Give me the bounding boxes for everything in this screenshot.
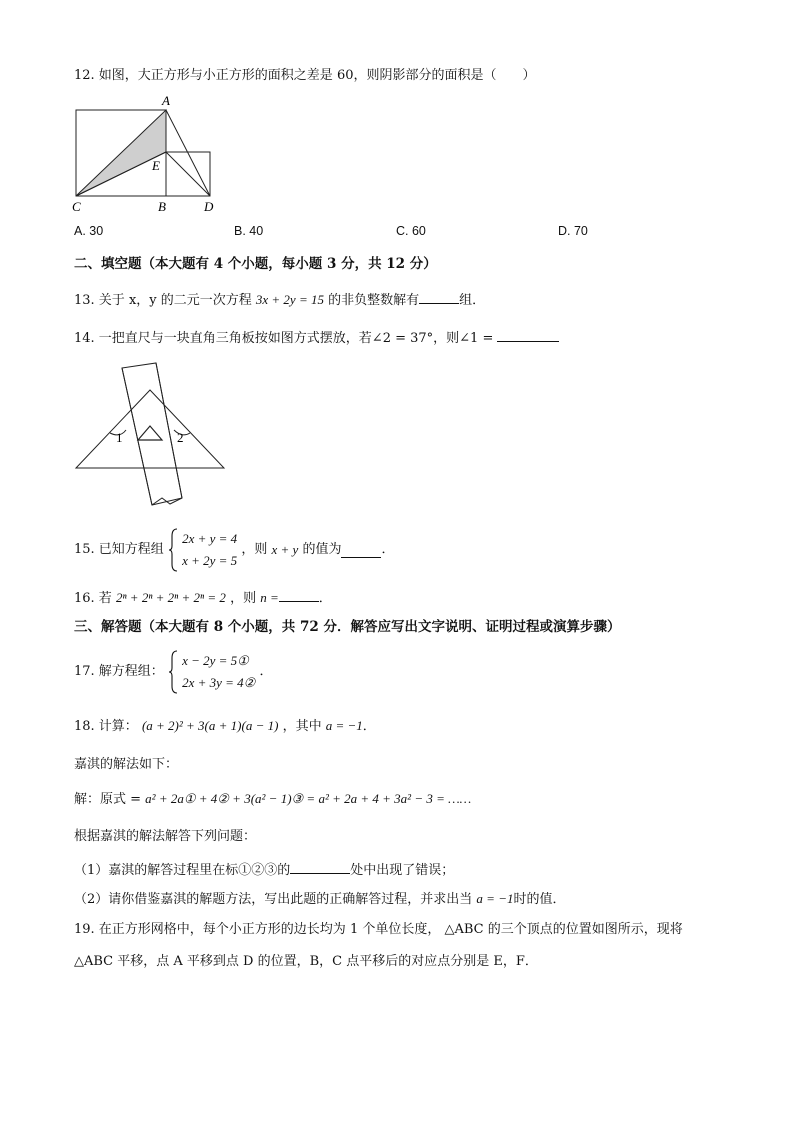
q18-expr: (a + 2)² + 3(a + 1)(a − 1) <box>141 718 279 733</box>
label-d: D <box>204 199 214 214</box>
q18-p1-prefix: （1）嘉淇的解答过程里在标①②③的 <box>74 863 291 878</box>
q18-p1-blank[interactable] <box>290 859 350 874</box>
q14-answer-blank[interactable] <box>497 327 559 342</box>
label-e: E <box>152 158 160 173</box>
q18-mid: ，其中 <box>282 719 322 734</box>
q18-part2 <box>74 889 565 910</box>
q18-cond: a = −1 <box>325 718 363 733</box>
q18-part1 <box>74 859 454 881</box>
q18-solution <box>74 789 471 810</box>
q18-intro: 嘉淇的解法如下： <box>74 757 179 772</box>
q18-prefix: 18. 计算： <box>74 719 138 734</box>
q13-prefix: 13. 关于 x，y 的二元一次方程 <box>74 293 252 308</box>
q17-prefix: 17. 解方程组： <box>74 664 164 679</box>
q13-end: 组． <box>459 293 486 308</box>
option-b[interactable]: B. 40 <box>234 224 264 238</box>
q18 <box>74 716 376 737</box>
q15-answer-blank[interactable] <box>341 543 381 558</box>
q18-end: ． <box>362 719 376 734</box>
option-a[interactable]: A. 30 <box>74 224 104 238</box>
q16-var: n = <box>260 590 279 605</box>
label-c: C <box>72 199 81 214</box>
q12-figure <box>66 90 226 220</box>
option-c[interactable]: C. 60 <box>396 224 426 238</box>
q18-p2-suffix: 时的值． <box>513 892 566 907</box>
label-a: A <box>162 93 170 108</box>
angle-label-1: 1 <box>116 430 123 445</box>
q16-end: ． <box>318 591 332 606</box>
ruler <box>122 363 182 505</box>
section2-heading: 二、填空题（本大题有 4 个小题，每小题 3 分，共 12 分） <box>74 256 437 272</box>
option-d[interactable]: D. 70 <box>558 224 588 238</box>
q16-mid: ，则 <box>230 591 257 606</box>
q17-eq2: 2x + 3y = 4② <box>182 675 256 690</box>
q19-line2: △ABC 平移，点 A 平移到点 D 的位置，B，C 点平移后的对应点分别是 E，F． <box>74 954 538 969</box>
q18-solution-label: 解：原式 = <box>74 792 142 807</box>
q15-expr: x + y <box>271 542 299 557</box>
q15-eq1: 2x + y = 4 <box>182 531 238 546</box>
q13-answer-blank[interactable] <box>419 289 459 304</box>
angle-label-2: 2 <box>177 430 184 445</box>
q14-figure <box>70 358 234 514</box>
q14 <box>74 327 559 349</box>
q16-expr: 2ⁿ + 2ⁿ + 2ⁿ + 2ⁿ = 2 <box>115 590 226 605</box>
q15-system <box>182 528 237 572</box>
q15 <box>74 528 394 574</box>
q14-text: 14. 一把直尺与一块直角三角板按如图方式摆放，若∠2 = 37°，则∠1 = <box>74 331 494 346</box>
q17 <box>74 650 273 696</box>
shaded-region <box>76 110 166 196</box>
q16 <box>74 587 332 609</box>
q18-p2-cond: a = −1 <box>476 891 514 906</box>
q17-end: ． <box>259 664 273 679</box>
q16-prefix: 16. 若 <box>74 591 112 606</box>
q15-suffix: 的值为 <box>302 542 342 557</box>
q13-suffix: 的非负整数解有 <box>328 293 420 308</box>
q17-brace <box>168 650 178 694</box>
q17-system <box>182 650 255 694</box>
q18-p2-prefix: （2）请你借鉴嘉淇的解题方法，写出此题的正确解答过程，并求出当 <box>74 892 473 907</box>
q15-prefix: 15. 已知方程组 <box>74 542 164 557</box>
q18-prompt: 根据嘉淇的解法解答下列问题： <box>74 829 257 844</box>
q15-brace <box>168 528 178 572</box>
label-b: B <box>158 199 166 214</box>
q16-answer-blank[interactable] <box>279 587 319 602</box>
q13 <box>74 289 485 311</box>
q15-eq2: x + 2y = 5 <box>182 553 238 568</box>
q12-text: 12. 如图，大正方形与小正方形的面积之差是 60，则阴影部分的面积是（ ） <box>74 68 536 83</box>
q15-end: ． <box>381 542 395 557</box>
section3-heading: 三、解答题（本大题有 8 个小题，共 72 分．解答应写出文字说明、证明过程或演算步骤） <box>74 619 621 635</box>
q13-equation: 3x + 2y = 15 <box>255 292 324 307</box>
q15-mid: ，则 <box>241 542 268 557</box>
q19-line1: 19. 在正方形网格中，每个小正方形的边长均为 1 个单位长度， △ABC 的三个顶点的位置如图所示，现将 <box>74 922 683 937</box>
q18-solution-expr: a² + 2a① + 4② + 3(a² − 1)③ = a² + 2a + 4 + 3a² − 3 = …… <box>145 791 472 806</box>
q18-p1-suffix: 处中出现了错误； <box>350 863 455 878</box>
q17-eq1: x − 2y = 5① <box>182 653 249 668</box>
